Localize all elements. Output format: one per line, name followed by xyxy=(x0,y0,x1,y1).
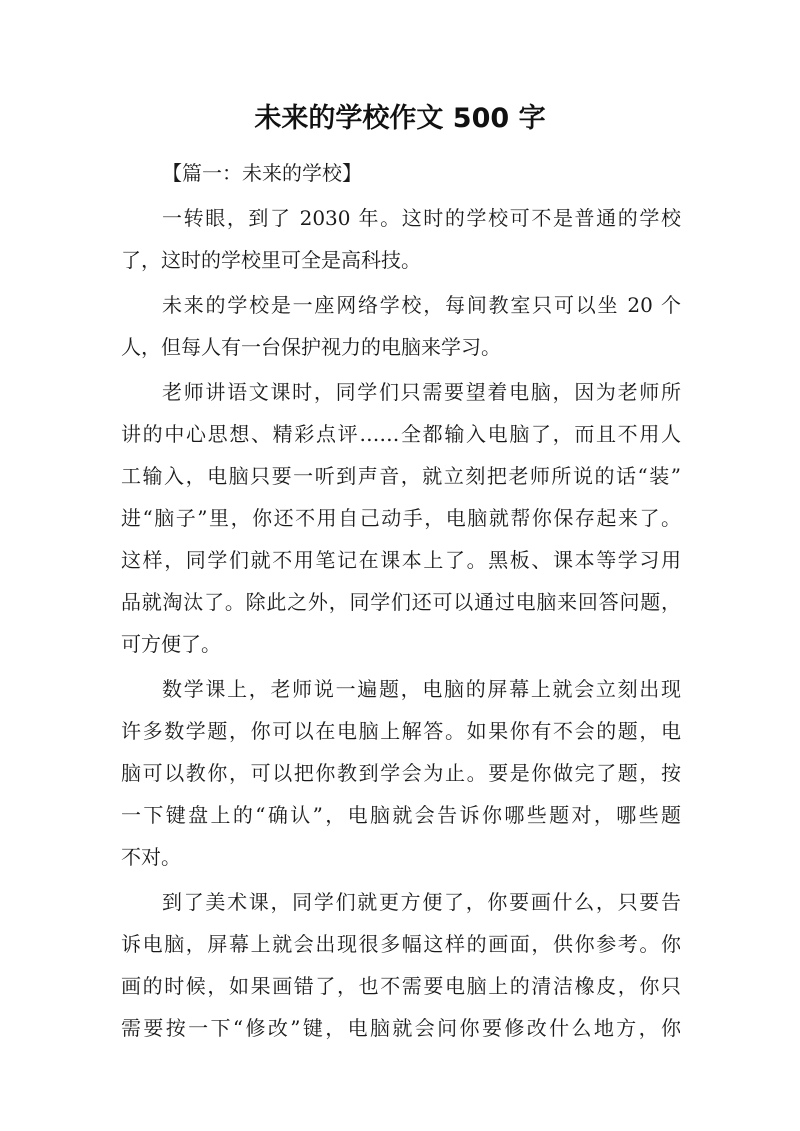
paragraph-line: 品就淘汰了。除此之外，同学们还可以通过电脑来回答问题， xyxy=(121,590,681,614)
paragraph-line: 进“脑子”里，你还不用自己动手，电脑就帮你保存起来了。 xyxy=(121,506,681,530)
paragraph-line: 讲的中心思想、精彩点评……全都输入电脑了，而且不用人 xyxy=(121,422,681,446)
paragraph-line: 需要按一下“修改”键，电脑就会问你要修改什么地方，你 xyxy=(121,1016,681,1040)
paragraph-line: 不对。 xyxy=(121,845,181,869)
paragraph-line: 工输入，电脑只要一听到声音，就立刻把老师所说的话“装” xyxy=(121,464,681,488)
paragraph-line: 许多数学题，你可以在电脑上解答。如果你有不会的题，电 xyxy=(121,719,681,743)
paragraph-line: 脑可以教你，可以把你教到学会为止。要是你做完了题，按 xyxy=(121,761,681,785)
paragraph-line: 这样，同学们就不用笔记在课本上了。黑板、课本等学习用 xyxy=(121,548,681,572)
paragraph-line: 了，这时的学校里可全是高科技。 xyxy=(121,248,421,272)
section-heading: 【篇一：未来的学校】 xyxy=(162,161,362,185)
paragraph-line: 老师讲语文课时，同学们只需要望着电脑，因为老师所 xyxy=(162,380,681,404)
paragraph-line: 到了美术课，同学们就更方便了，你要画什么，只要告 xyxy=(162,890,681,914)
paragraph-line: 一转眼，到了 2030 年。这时的学校可不是普通的学校 xyxy=(162,206,681,230)
paragraph-line: 未来的学校是一座网络学校，每间教室只可以坐 20 个 xyxy=(162,293,681,317)
paragraph-line: 人，但每人有一台保护视力的电脑来学习。 xyxy=(121,335,501,359)
paragraph-line: 画的时候，如果画错了，也不需要电脑上的清洁橡皮，你只 xyxy=(121,974,681,998)
paragraph-line: 可方便了。 xyxy=(121,632,221,656)
paragraph-line: 数学课上，老师说一遍题，电脑的屏幕上就会立刻出现 xyxy=(162,677,681,701)
paragraph-line: 一下键盘上的“确认”，电脑就会告诉你哪些题对，哪些题 xyxy=(121,803,681,827)
document-title: 未来的学校作文 500 字 xyxy=(254,103,546,134)
paragraph-line: 诉电脑，屏幕上就会出现很多幅这样的画面，供你参考。你 xyxy=(121,932,681,956)
